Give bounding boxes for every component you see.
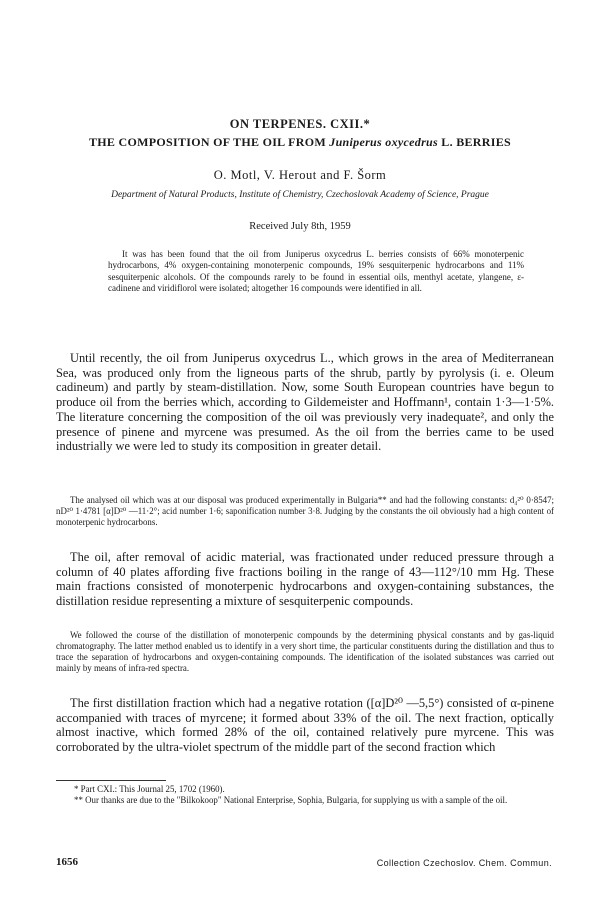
page-number: 1656 xyxy=(56,856,78,868)
body-small-paragraph-1: The analysed oil which was at our disposal was produced experimentally in Bulgaria** and had the following constants: d₄²⁰ 0·8547; nD²⁰ 1·4781 [α]D²⁰ —11·2°; acid number 1·6; saponification number 3·8. Judging by the constants the oil obviously had a high content of monoterpenic hydrocarbons. xyxy=(56,495,554,527)
title-species: Juniperus oxycedrus xyxy=(329,135,438,149)
abstract: It was has been found that the oil from Juniperus oxycedrus L. berries consists of 66% monoterpenic hydrocarbons, 4% oxygen-containing monoterpenic compounds, 19% sesquiterpenic hydrocarbons and 11% sesquiterpenic alcohols. Of the compounds rarely to be found in essential oils, menthyl acetate, ylangene, ε-cadinene and viridiflorol were isolated; altogether 16 compounds were identified in all. xyxy=(108,249,524,294)
body-paragraph-1: Until recently, the oil from Juniperus oxycedrus L., which grows in the area of Mediterranean Sea, was produced only from the ligneous parts of the shrub, partly by pyrolysis (i. e. Oleum cadineum) and partly by steam-distillation. Now, some South European countries have begun to produce oil from the berries which, according to Gildemeister and Hoffmann¹, contain 1·3—1·5%. The literature concerning the composition of the oil was previously very inadequate², and only the presence of pinene and myrcene was presumed. As the oil from the berries came to be used industrially we were led to study its composition in greater detail. xyxy=(56,351,554,454)
title-suffix: L. BERRIES xyxy=(438,135,511,149)
received-date: Received July 8th, 1959 xyxy=(249,221,351,232)
affiliation: Department of Natural Products, Institute of Chemistry, Czechoslovak Academy of Science, Prague xyxy=(111,190,489,200)
series-title: ON TERPENES. CXII.* xyxy=(229,117,371,131)
footnotes xyxy=(56,784,554,806)
footnote-1: * Part CXI.: This Journal 25, 1702 (1960). xyxy=(74,784,225,794)
body-paragraph-3: The first distillation fraction which had a negative rotation ([α]D²⁰ —5,5°) consisted of α-pinene accompanied with traces of myrcene; it formed about 33% of the oil. The next fraction, optically almost inactive, which formed 28% of the oil, contained relatively pure myrcene. This was corroborated by the ultra-violet spectrum of the middle part of the second fraction which xyxy=(56,696,554,755)
authors: O. Motl, V. Herout and F. Šorm xyxy=(213,168,387,182)
body-small-paragraph-2: We followed the course of the distillation of monoterpenic compounds by the determining physical constants and by gas-liquid chromatography. The latter method enabled us to identify in a very short time, the particular constituents during the distillation and thus to trace the separation of hydrocarbons and oxygen-containing compounds. The identification of the isolated substances was carried out mainly by means of infra-red spectra. xyxy=(56,630,554,673)
footnote-divider xyxy=(56,780,166,781)
article-title xyxy=(0,135,600,150)
title-prefix: THE COMPOSITION OF THE OIL FROM xyxy=(88,135,330,149)
journal-name: Collection Czechoslov. Chem. Commun. xyxy=(376,858,552,868)
footnote-2: ** Our thanks are due to the "Bilkokoop" National Enterprise, Sophia, Bulgaria, for supplying us with a sample of the oil. xyxy=(74,794,508,805)
body-paragraph-2: The oil, after removal of acidic material, was fractionated under reduced pressure through a column of 40 plates affording five fractions boiling in the range of 43—112°/10 mm Hg. These main fractions consisted of monoterpenic hydrocarbons and oxygen-containing substances, the distillation residue representing a mixture of sesquiterpenic compounds. xyxy=(56,550,554,609)
